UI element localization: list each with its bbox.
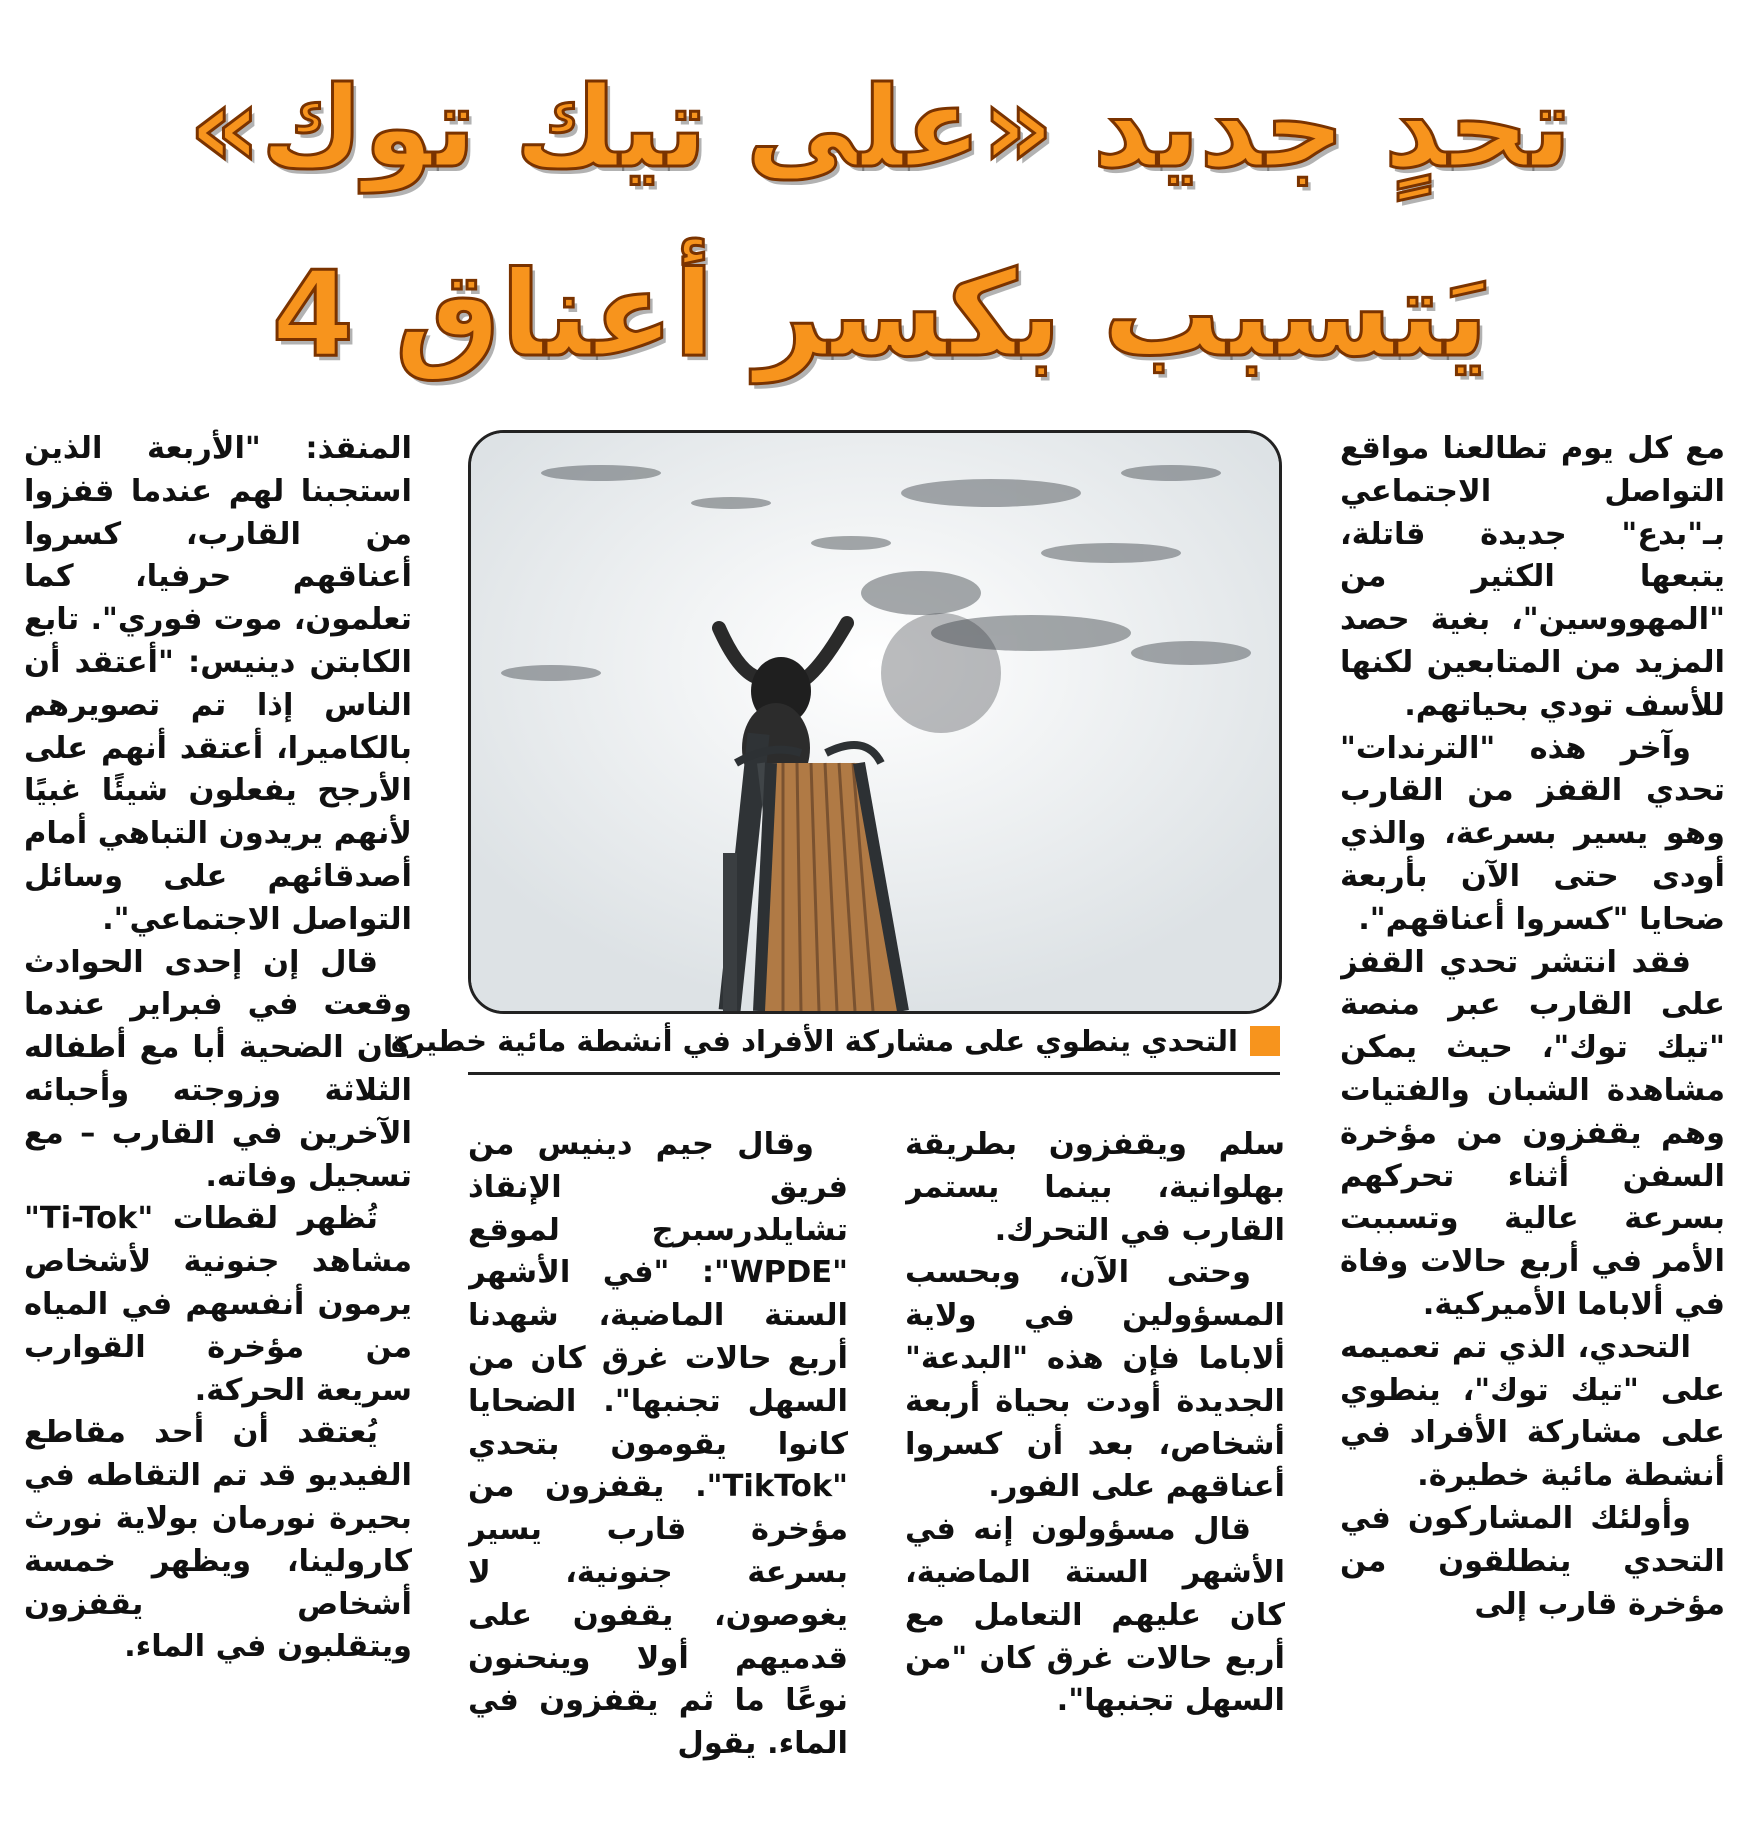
caption-divider (468, 1072, 1280, 1075)
paragraph: مع كل يوم تطالعنا مواقع التواصل الاجتماعي بـ"بدع" جديدة قاتلة، يتبعها الكثير من "المهووسين"، بغية حصد المزيد من المتابعين لكنها للأسف تودي بحياتهم. (1340, 431, 1725, 723)
paragraph: المنقذ: "الأربعة الذين استجبنا لهم عندما قفزوا من القارب، كسروا أعناقهم حرفيا، كما تعلمون، موت فوري". تابع الكابتن دينيس: "أعتقد أن الناس إذا تم تصويرهم بالكاميرا، أعتقد أنهم على الأرجح يفعلون شيئًا غبيًا لأنهم يريدون التباهي أمام أصدقائهم على وسائل التواصل الاجتماعي". (24, 431, 412, 937)
photo-caption (390, 1018, 1280, 1064)
headline-line-2: يَتسبب بكسر أعناق 4 (271, 245, 1489, 383)
article-photo (468, 430, 1282, 1014)
paragraph: التحدي، الذي تم تعميمه على "تيك توك"، ينطوي على مشاركة الأفراد في أنشطة مائية خطيرة. (1340, 1329, 1725, 1494)
paragraph: فقد انتشر تحدي القفز على القارب عبر منصة "تيك توك"، حيث يمكن مشاهدة الشبان والفتيات وهم يقفزون من مؤخرة السفن أثناء تحركهم بسرعة عالية وتسببت الأمر في أربع حالات وفاة في ألاباما الأميركية. (1340, 944, 1725, 1322)
paragraph: وقال جيم دينيس من فريق الإنقاذ تشايلدرسبرج لموقع "WPDE": "في الأشهر الستة الماضية، شهدنا أربع حالات غرق كان من السهل تجنبها". الضحايا كانوا يقومون بتحدي "TikTok". يقفزون من مؤخرة قارب يسير بسرعة جنونية، لا يغوصون، يقفون على قدميهم أولا وينحنون نوعًا ما ثم يقفزون في الماء. يقول (468, 1127, 848, 1762)
boat-jump-illustration (471, 433, 1279, 1011)
caption-text: التحدي ينطوي على مشاركة الأفراد في أنشطة مائية خطيرة (390, 1024, 1238, 1058)
caption-marker-icon (1250, 1026, 1280, 1056)
paragraph: قال إن إحدى الحوادث وقعت في فبراير عندما كان الضحية أبا مع أطفاله الثلاثة وزوجته وأحبائه الآخرين في القارب – مع تسجيل وفاته. (24, 944, 412, 1194)
article-column-3 (24, 428, 412, 1821)
article-column-2b (468, 1124, 848, 1821)
paragraph: قال مسؤولون إنه في الأشهر الستة الماضية، كان عليهم التعامل مع أربع حالات غرق كان "من السهل تجنبها". (905, 1512, 1285, 1719)
paragraph: وأولئك المشاركون في التحدي ينطلقون من مؤخرة قارب إلى (1340, 1500, 1725, 1622)
article-column-2a (905, 1124, 1285, 1821)
paragraph: تُظهر لقطات "Ti-Tok" مشاهد جنونية لأشخاص يرمون أنفسهم في المياه من مؤخرة القوارب سريعة الحركة. (24, 1201, 412, 1408)
headline-line-1: تحدٍ جديد «على تيك توك» (188, 63, 1572, 193)
article-column-1 (1340, 428, 1725, 1821)
paragraph: سلم ويقفزون بطريقة بهلوانية، بينما يستمر القارب في التحرك. (905, 1127, 1285, 1248)
paragraph: وحتى الآن، وبحسب المسؤولين في ولاية ألاباما فإن هذه "البدعة" الجديدة أودت بحياة أربعة أشخاص، بعد أن كسروا أعناقهم على الفور. (905, 1255, 1285, 1505)
paragraph: يُعتقد أن أحد مقاطع الفيديو قد تم التقاطه في بحيرة نورمان بولاية نورث كارولينا، ويظهر خمسة أشخاص يقفزون ويتقلبون في الماء. (24, 1415, 412, 1665)
paragraph: وآخر هذه "الترندات" تحدي القفز من القارب وهو يسير بسرعة، والذي أودى حتى الآن بأربعة ضحايا "كسروا أعناقهم". (1340, 730, 1725, 937)
